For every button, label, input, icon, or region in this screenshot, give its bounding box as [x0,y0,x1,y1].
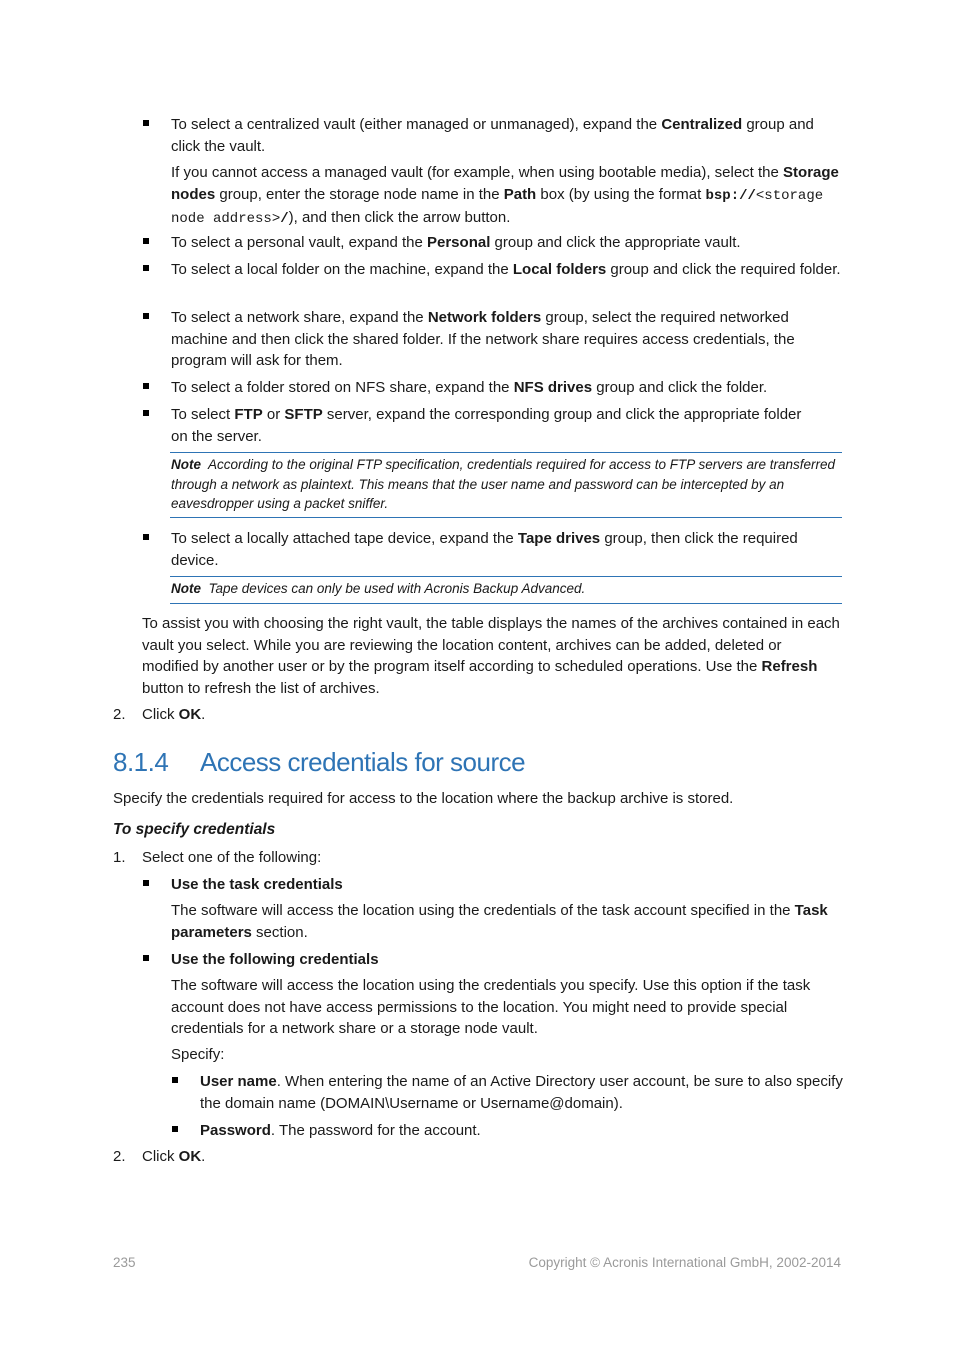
bullet-marker [143,383,149,389]
bullet-marker [172,1077,178,1083]
option-description: The software will access the location using the credentials you specify. Use this option if the task account does not have access permissions to the location. You might need to provide special credentials for a network share or a storage node vault. [171,977,811,1037]
note-text: Tape devices can only be used with Acronis Backup Advanced. [208,581,586,596]
specify-label: Specify: [171,1046,225,1063]
section-heading [113,745,525,779]
list-item: To select a locally attached tape device, expand the Tape drives group, then click the required device. [171,530,798,569]
bullet-marker [143,880,149,886]
list-item: To select a centralized vault (either managed or unmanaged), expand the Centralized group and click the vault. [171,116,814,155]
storage-nodes-paragraph: If you cannot access a managed vault (for example, when using bootable media), select the Storage nodes group, enter the storage node name in the Path box (by using the format bsp://<storage node address>/), and then click the arrow button. [171,164,839,227]
step-number: 2. [113,706,126,723]
option-title: Use the task credentials [171,876,343,893]
bullet-marker [143,534,149,540]
note-label: Note [171,581,201,596]
page-number: 235 [113,1255,136,1270]
bullet-marker [143,265,149,271]
copyright: Copyright © Acronis International GmbH, 2002-2014 [528,1255,841,1270]
step-text: Click OK. [142,706,206,723]
step-number: 1. [113,849,126,866]
intro-paragraph: Specify the credentials required for access to the location where the backup archive is stored. [113,790,734,807]
note-text: According to the original FTP specification, credentials required for access to FTP servers are transferred through a network as plaintext. This means that the user name and password can be intercepted by an eavesdropper using a packet sniffer. [171,457,836,511]
step-number: 2. [113,1148,126,1165]
step-text: Click OK. [142,1148,206,1165]
section-number: 8.1.4 [113,747,169,777]
list-item: Password. The password for the account. [200,1122,481,1139]
bullet-marker [143,955,149,961]
option-description: The software will access the location using the credentials of the task account specified in the Task parameters section. [171,902,828,941]
note-box [170,576,842,604]
list-item: To select a network share, expand the Network folders group, select the required networked machine and then click the shared folder. If the network share requires access credentials, the program will ask for them. [171,309,795,369]
procedure-heading: To specify credentials [113,821,276,838]
note-box [170,452,842,518]
bullet-marker [172,1126,178,1132]
list-item: To select a local folder on the machine, expand the Local folders group and click the required folder. [171,261,841,278]
list-item: To select a folder stored on NFS share, expand the NFS drives group and click the folder. [171,379,768,396]
bullet-marker [143,410,149,416]
list-item: To select FTP or SFTP server, expand the corresponding group and click the appropriate folder on the server. [171,406,802,445]
note-label: Note [171,457,201,472]
bullet-marker [143,120,149,126]
option-title: Use the following credentials [171,951,379,968]
bullet-marker [143,238,149,244]
bullet-marker [143,313,149,319]
paragraph: To assist you with choosing the right vault, the table displays the names of the archives contained in each vault you select. While you are reviewing the location content, archives can be added, deleted or modified by another user or by the program itself according to scheduled operations. Use the Refresh button to refresh the list of archives. [142,615,840,697]
list-item: User name. When entering the name of an Active Directory user account, be sure to also specify the domain name (DOMAIN\Username or Username@domain). [200,1073,843,1112]
list-item: To select a personal vault, expand the Personal group and click the appropriate vault. [171,234,741,251]
step-text: Select one of the following: [142,849,322,866]
section-title: Access credentials for source [200,747,526,777]
